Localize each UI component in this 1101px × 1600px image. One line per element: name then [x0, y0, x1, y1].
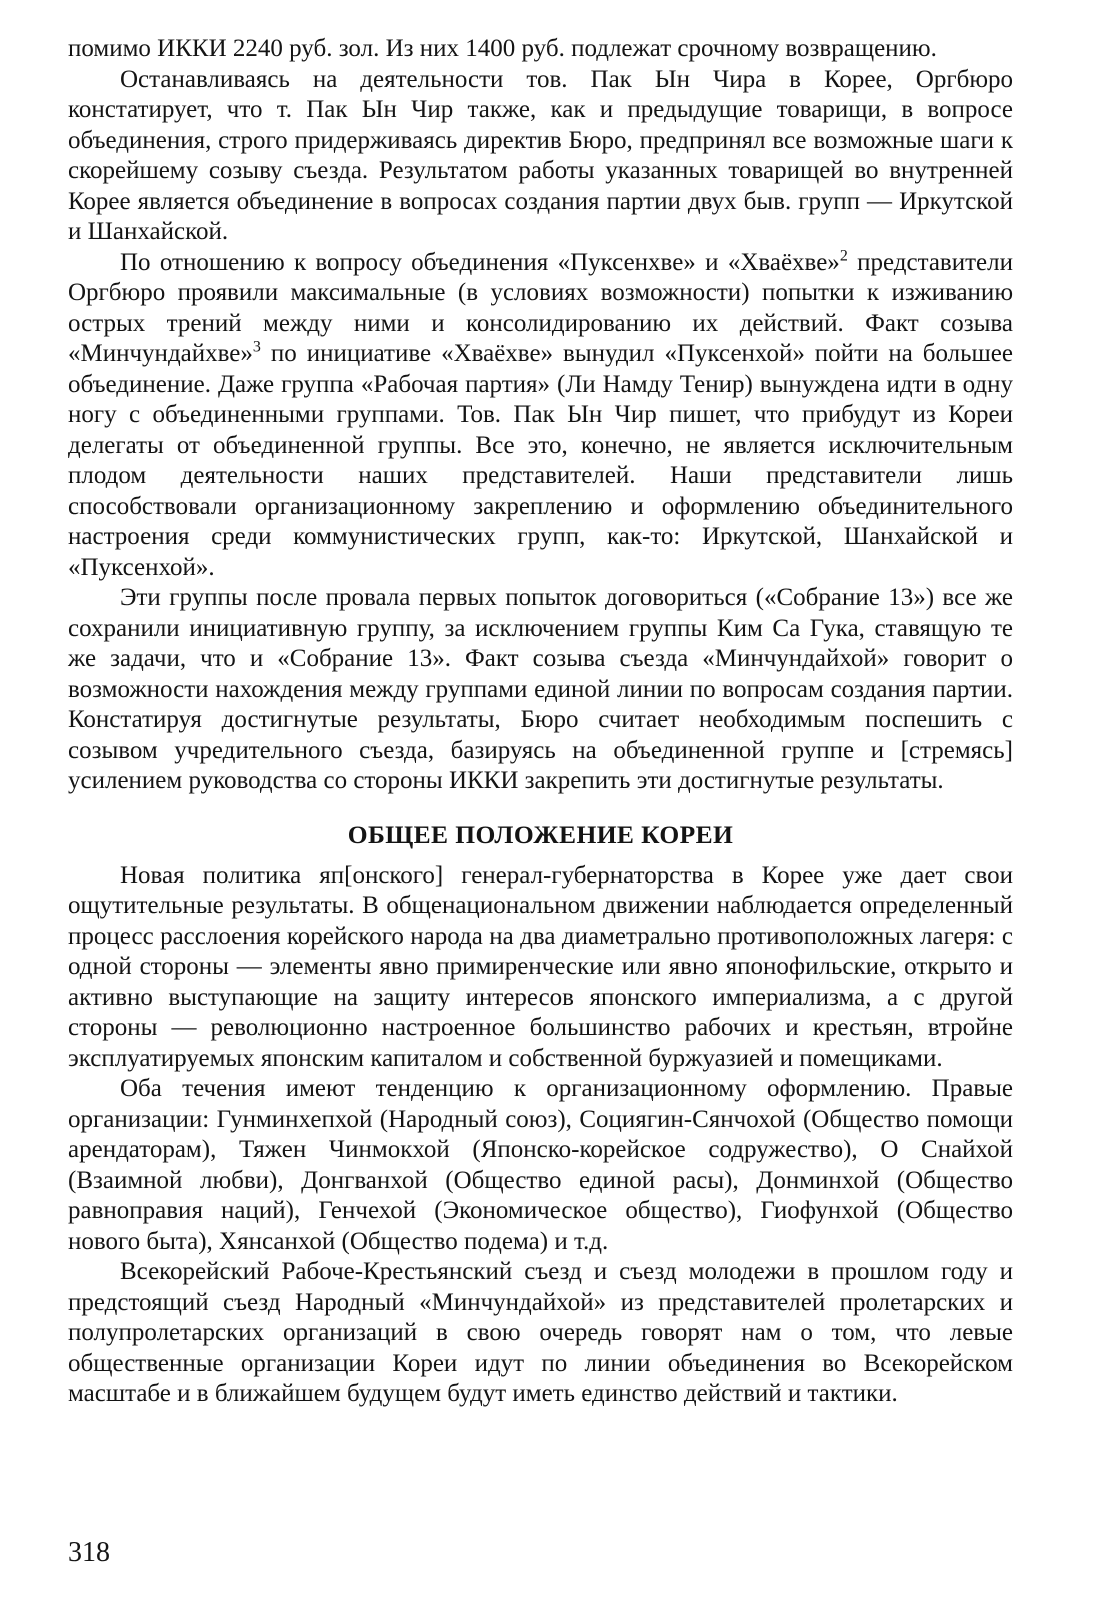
page-body — [68, 34, 1013, 1410]
footnote-marker-2: 2 — [839, 247, 848, 265]
paragraph-continuation: помимо ИККИ 2240 руб. зол. Из них 1400 руб. подлежат срочному возвращению. — [68, 35, 937, 62]
paragraph-new-policy: Новая политика яп[онского] генерал-губернаторства в Корее уже дает свои ощутительные результаты. В общенациональном движении наблюдается определенный процесс расслоения корейского народа на два диаметрально противоположных лагеря: с одной стороны — элементы явно примиренческие или явно японофильские, открыто и активно выступающие на защиту интересов японского империализма, а с другой стороны — революционно настроенное большинство рабочих и крестьян, втройне эксплуатируемых японским капиталом и собственной буржуазией и помещиками. — [68, 861, 1013, 1072]
paragraph-unification-part-2: представители Оргбюро проявили максимальные (в условиях возможности) попытки к изживанию острых трений между ними и консолидированию их действий. Факт созыва «Минчундайхве» — [68, 248, 1013, 367]
paragraph-pak-yn-chir: Останавливаясь на деятельности тов. Пак Ын Чира в Корее, Оргбюро констатирует, что т. Пак Ын Чир также, как и предыдущие товарищи, в вопросе объединения, строго придерживаясь директив Бюро, предпринял все возможные шаги к скорейшему созыву съезда. Результатом работы указанных товарищей во внутренней Корее является объединение в вопросах создания партии двух быв. групп — Иркутской и Шанхайской. — [68, 65, 1013, 245]
paragraph-unification-part-1: По отношению к вопросу объединения «Пуксенхве» и «Хваёхве» — [120, 248, 840, 276]
page-number: 318 — [68, 1537, 110, 1568]
paragraph-unification — [68, 248, 1013, 584]
paragraph-groups: Эти группы после провала первых попыток договориться («Собрание 13») все же сохранили инициативную группу, за исключением группы Ким Са Гука, ставящую те же задачи, что и «Собрание 13». Факт созыва съезда «Минчундайхой» говорит о возможности нахождения между группами единой линии по вопросам создания партии. Констатируя достигнутые результаты, Бюро считает необходимым поспешить с созывом учредительного съезда, базируясь на объединенной группе и [стремясь] усилением руководства со стороны ИККИ закрепить эти достигнутые результаты. — [68, 584, 1013, 794]
footnote-marker-3: 3 — [252, 338, 261, 356]
paragraph-right-organizations: Оба течения имеют тенденцию к организационному оформлению. Правые организации: Гунминхепхой (Народный союз), Социягин-Сянчохой (Общество помощи арендаторам), Тяжен Чинмокхой (Японско-корейское содружество), О Снайхой (Взаимной любви), Донгванхой (Общество единой расы), Донминхой (Общество равноправия наций), Генчехой (Экономическое общество), Гиофунхой (Общество нового быта), Хянсанхой (Общество подема) и т.д. — [68, 1075, 1013, 1255]
paragraph-congresses: Всекорейский Рабоче-Крестьянский съезд и съезд молодежи в прошлом году и предстоящий съезд Народный «Минчундайхой» из представителей пролетарских и полупролетарских организаций в свою очередь говорят нам о том, что левые общественные организации Кореи идут по линии объединения во Всекорейском масштабе и в ближайшем будущем будут иметь единство действий и тактики. — [68, 1258, 1013, 1407]
paragraph-unification-part-3: по инициативе «Хваёхве» вынудил «Пуксенхой» пойти на большее объединение. Даже группа «Рабочая партия» (Ли Намду Тенир) вынуждена идти в одну ногу с объединенными группами. Тов. Пак Ын Чир пишет, что прибудут из Кореи делегаты от объединенной группы. Все это, конечно, не является исключительным плодом деятельности наших представителей. Наши представители лишь способствовали организационному закреплению и оформлению объединительного настроения среди коммунистических групп, как-то: Иркутской, Шанхайской и «Пуксенхой». — [68, 340, 1013, 581]
section-heading: ОБЩЕЕ ПОЛОЖЕНИЕ КОРЕИ — [347, 819, 734, 849]
